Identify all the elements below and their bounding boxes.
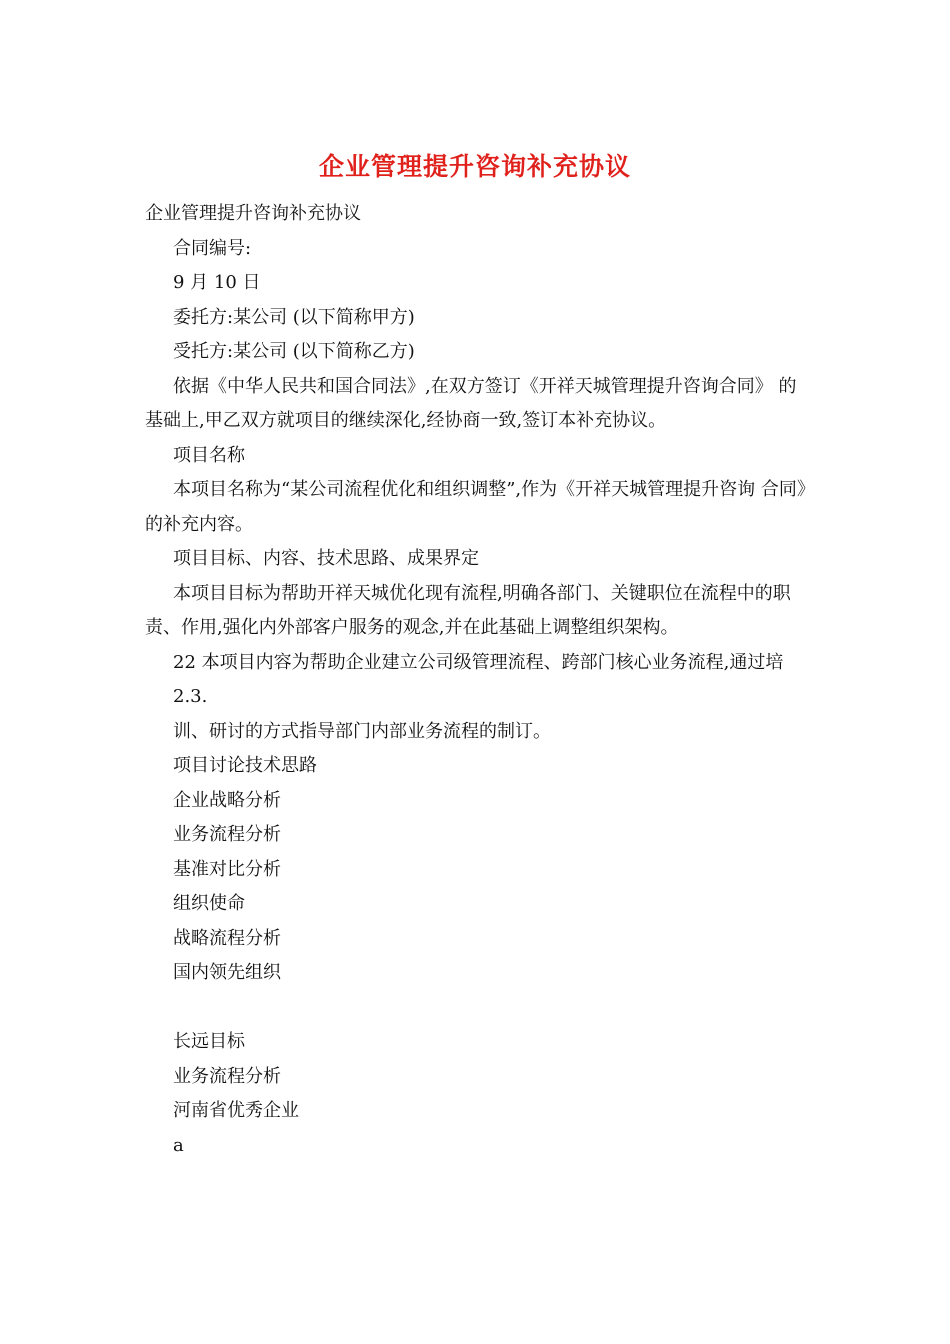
blank-line — [145, 991, 810, 1026]
preamble-paragraph: 依据《中华人民共和国合同法》,在双方签订《开祥天城管理提升咨询合同》 的基础上,甲乙双方就项目的继续深化,经协商一致,签订本补充协议。 — [145, 375, 797, 431]
project-name-paragraph: 本项目名称为“某公司流程优化和组织调整”,作为《开祥天城管理提升咨询 合同》的补充内容。 — [145, 479, 806, 535]
list-item: 组织使命 — [173, 893, 245, 914]
list-item: 河南省优秀企业 — [173, 1100, 299, 1121]
list-item: 业务流程分析 — [173, 1065, 281, 1087]
section-project-name: 项目名称 — [173, 444, 245, 466]
project-goals-paragraph: 本项目目标为帮助开祥天城优化现有流程,明确各部门、关键职位在流程中的职责、作用,强化内外部客户服务的观念,并在此基础上调整组织架构。 — [145, 582, 791, 638]
list-item: 基准对比分析 — [173, 858, 281, 880]
date-line: 9 月 10 日 — [173, 272, 261, 293]
list-item: 战略流程分析 — [173, 927, 281, 949]
list-item: 业务流程分析 — [173, 824, 281, 845]
training-line: 训、研讨的方式指导部门内部业务流程的制订。 — [173, 720, 551, 742]
list-item: 长远目标 — [173, 1031, 245, 1052]
clause-number: 2.3. — [173, 686, 208, 707]
list-item: a — [173, 1134, 184, 1156]
document-title: 企业管理提升咨询补充协议 — [318, 152, 631, 181]
list-item: 国内领先组织 — [173, 962, 281, 983]
document-body — [145, 197, 810, 1163]
contract-number-line: 合同编号: — [173, 237, 252, 259]
section-technical-approach: 项目讨论技术思路 — [173, 755, 317, 776]
section-project-goals: 项目目标、内容、技术思路、成果界定 — [173, 548, 479, 569]
list-item: 企业战略分析 — [173, 789, 281, 811]
project-content-paragraph: 22 本项目内容为帮助企业建立公司级管理流程、跨部门核心业务流程,通过培 — [173, 651, 784, 673]
contractor-party-line: 受托方:某公司 (以下简称乙方) — [173, 341, 415, 362]
body-heading-line: 企业管理提升咨询补充协议 — [145, 203, 361, 224]
client-party-line: 委托方:某公司 (以下简称甲方) — [173, 306, 415, 328]
